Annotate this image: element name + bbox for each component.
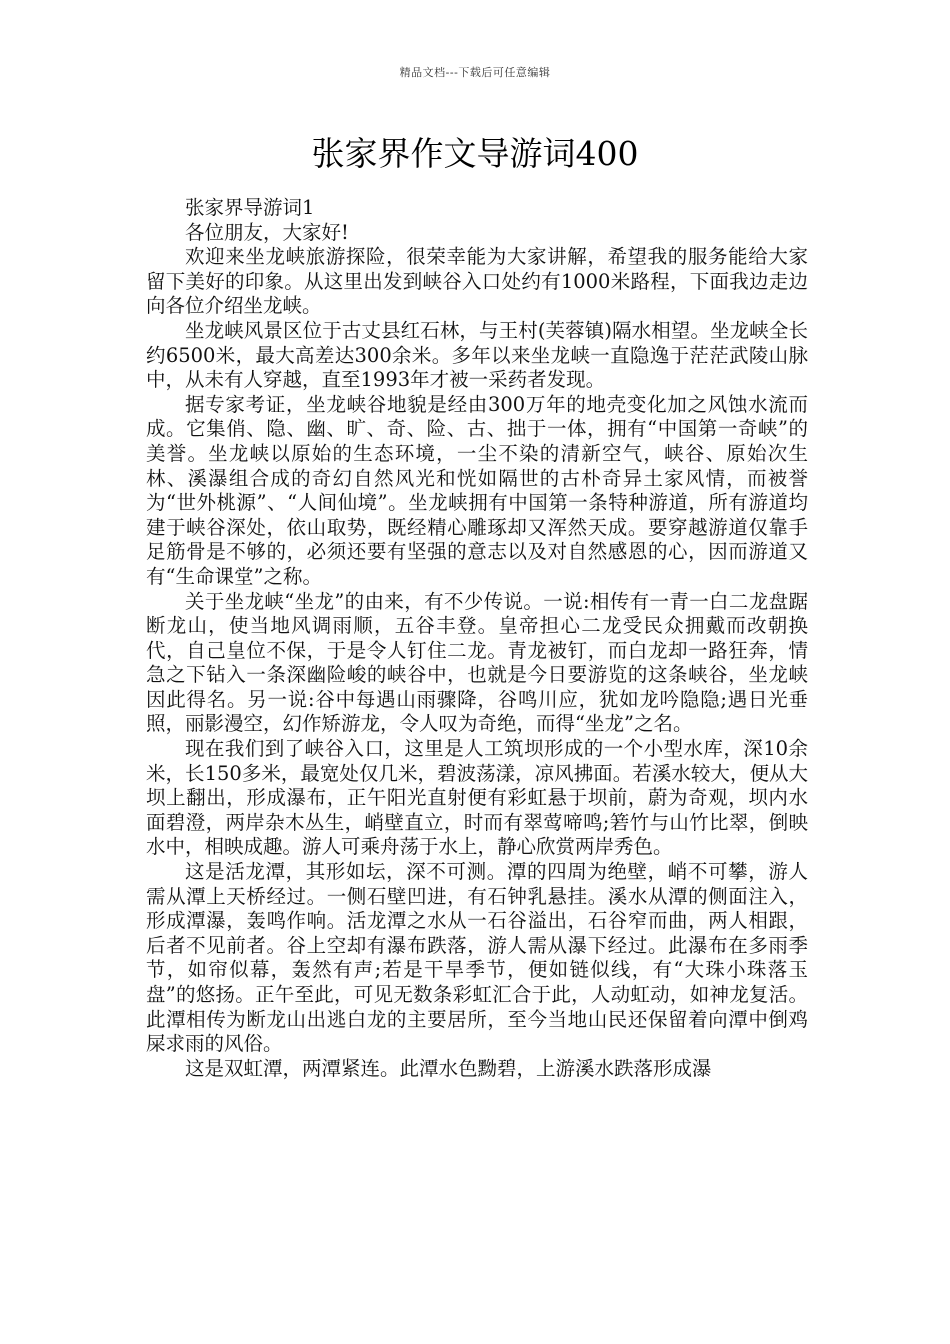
paragraph-3: 欢迎来坐龙峡旅游探险，很荣幸能为大家讲解，希望我的服务能给大家留下美好的印象。从这里出发到峡谷入口处约有1000米路程，下面我边走边向各位介绍坐龙峡。 [146,245,808,318]
paragraph-2: 各位朋友，大家好! [185,220,349,244]
paragraph-1: 张家界导游词1 [185,196,315,219]
paragraph-6: 关于坐龙峡“坐龙”的由来，有不少传说。一说:相传有一青一白二龙盘踞断龙山，使当地风调雨顺，五谷丰登。皇帝担心二龙受民众拥戴而改朝换代，自己皇位不保，于是令人钉住二龙。青龙被钉，而白龙却一路狂奔，情急之下钻入一条深幽险峻的峡谷中，也就是今日要游览的这条峡谷，坐龙峡因此得名。另一说:谷中每遇山雨骤降，谷鸣川应，犹如龙吟隐隐;遇日光垂照，丽影漫空，幻作矫游龙，令人叹为奇绝，而得“坐龙”之名。 [146,589,808,736]
document-body [146,196,808,1081]
paragraph-7: 现在我们到了峡谷入口，这里是人工筑坝形成的一个小型水库，深10余米，长150多米，最宽处仅几米，碧波荡漾，凉风拂面。若溪水较大，便从大坝上翻出，形成瀑布，正午阳光直射便有彩虹悬于坝前，蔚为奇观，坝内水面碧澄，两岸杂木丛生，峭壁直立，时而有翠莺啼鸣;箬竹与山竹比翠，倒映水中，相映成趣。游人可乘舟荡于水上，静心欣赏两岸秀色。 [146,737,808,859]
paragraph-5: 据专家考证，坐龙峡谷地貌是经由300万年的地壳变化加之风蚀水流而成。它集俏、隐、幽、旷、奇、险、古、拙于一体，拥有“中国第一奇峡”的美誉。坐龙峡以原始的生态环境，一尘不染的清新空气，峡谷、原始次生林、溪瀑组合成的奇幻自然风光和恍如隔世的古朴奇异土家风情，而被誉为“世外桃源”、“人间仙境”。坐龙峡拥有中国第一条特种游道，所有游道均建于峡谷深处，依山取势，既经精心雕琢却又浑然天成。要穿越游道仅靠手足筋骨是不够的，必须还要有坚强的意志以及对自然感恩的心，因而游道又有“生命课堂”之称。 [146,392,808,588]
header-note: 精品文档---下载后可任意编辑 [399,66,551,79]
paragraph-8: 这是活龙潭，其形如坛，深不可测。潭的四周为绝壁，峭不可攀，游人需从潭上天桥经过。一侧石壁凹进，有石钟乳悬挂。溪水从潭的侧面注入，形成潭瀑，轰鸣作响。活龙潭之水从一石谷溢出，石谷窄而曲，两人相跟，后者不见前者。谷上空却有瀑布跌落，游人需从瀑下经过。此瀑布在多雨季节，如帘似幕，轰然有声;若是干旱季节，便如链似线，有“大珠小珠落玉盘”的悠扬。正午至此，可见无数条彩虹汇合于此，人动虹动，如神龙复活。此潭相传为断龙山出逃白龙的主要居所，至今当地山民还保留着向潭中倒鸡屎求雨的风俗。 [146,860,808,1056]
document-title: 张家界作文导游词400 [311,134,639,173]
paragraph-4: 坐龙峡风景区位于古丈县红石林，与王村(芙蓉镇)隔水相望。坐龙峡全长约6500米，最大高差达300余米。多年以来坐龙峡一直隐逸于茫茫武陵山脉中，从未有人穿越，直至1993年才被一采药者发现。 [146,318,808,392]
paragraph-9: 这是双虹潭，两潭紧连。此潭水色黝碧，上游溪水跌落形成瀑 [185,1056,712,1080]
